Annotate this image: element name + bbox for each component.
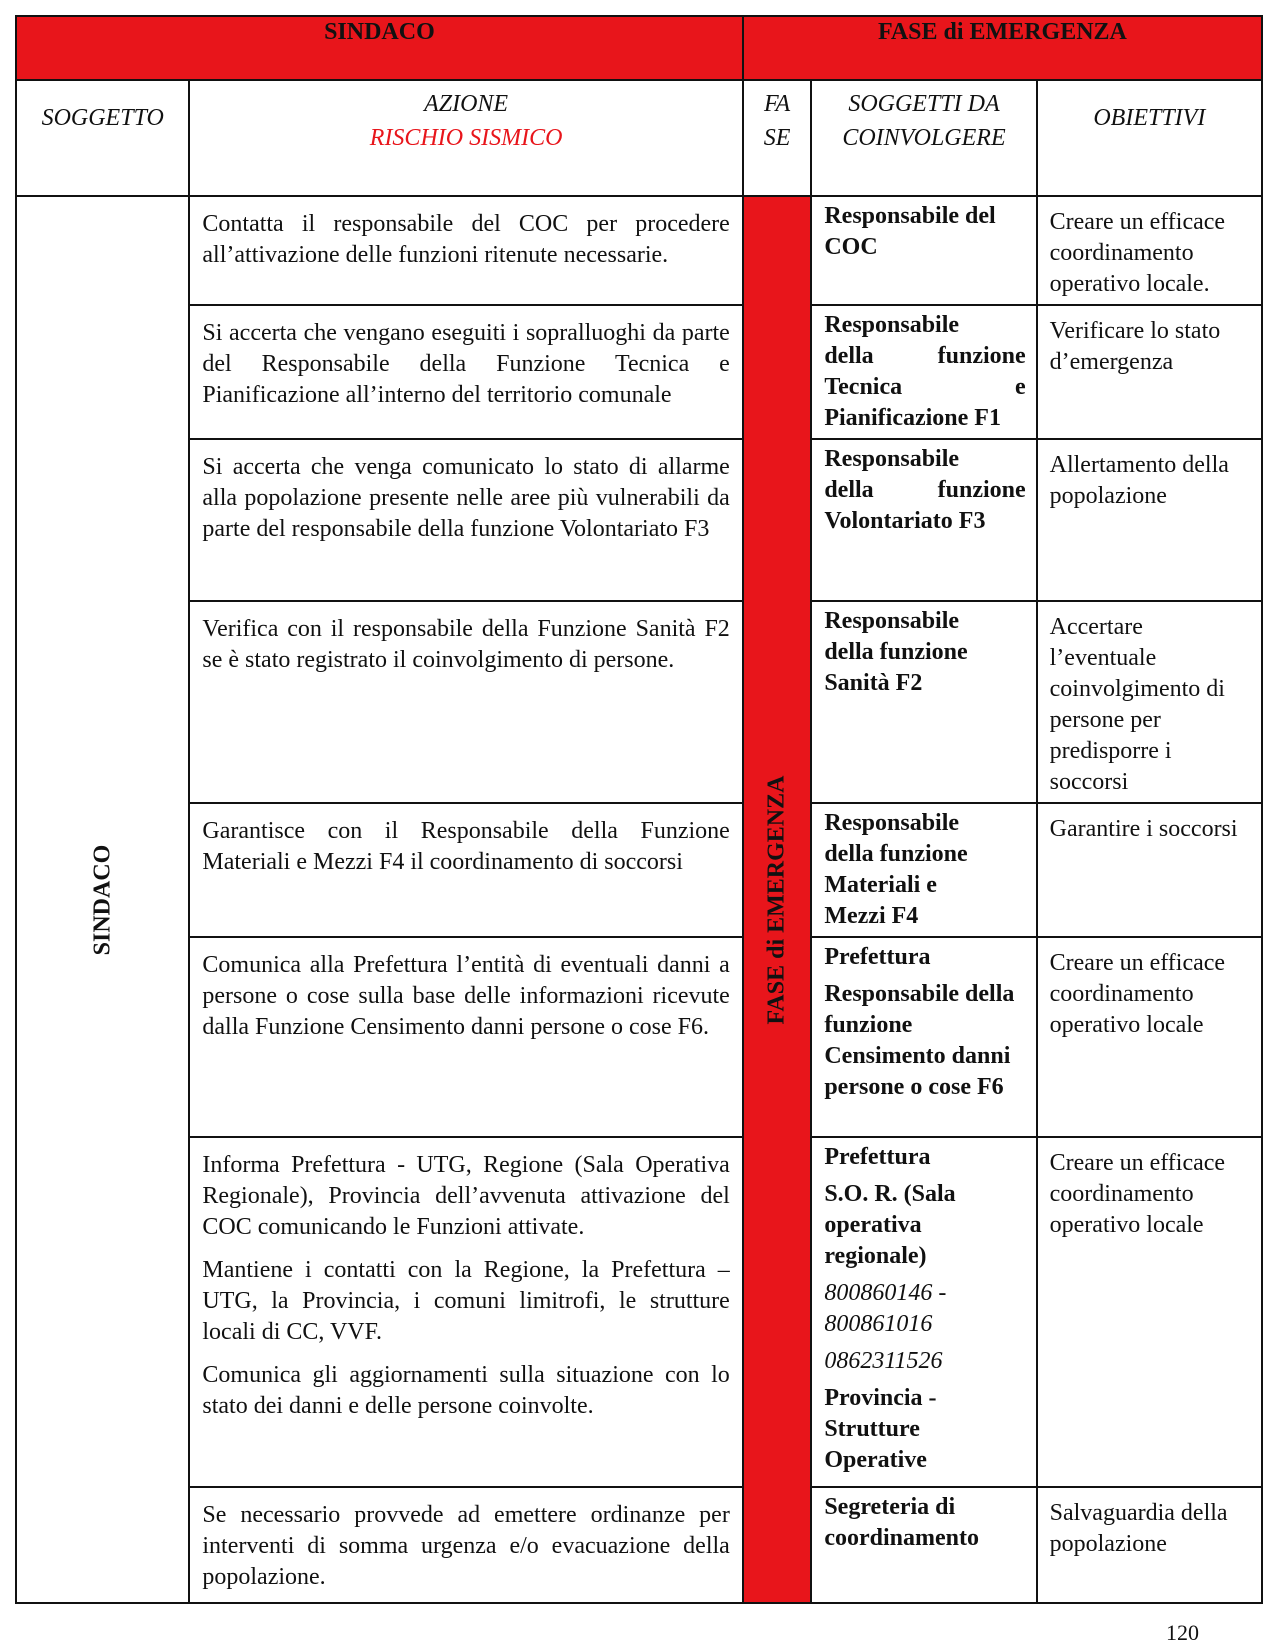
header-soggetto	[16, 80, 189, 196]
soggetti-cell	[811, 439, 1036, 601]
header-fase-line2: SE	[763, 125, 791, 151]
table-row	[16, 937, 1262, 1137]
soggetti-line: Responsabile	[824, 446, 960, 472]
azione-cell	[189, 439, 742, 601]
header-soggetti-line2: COINVOLGERE	[842, 125, 1006, 151]
soggetti-line: Segreteria di	[824, 1494, 956, 1520]
document-page	[15, 15, 1263, 1604]
table-row	[16, 1487, 1262, 1603]
soggetti-line: Responsabile del	[824, 203, 996, 229]
soggetti-prefettura: Prefettura	[824, 944, 931, 970]
azione-text: Contatta il responsabile del COC per procedere all’attivazione delle funzioni ritenute necessarie.	[202, 211, 730, 268]
soggetti-line: della funzione	[824, 343, 1026, 369]
azione-text: Se necessario provvede ad emettere ordinanze per interventi di somma urgenza e/o evacuazione della popolazione.	[202, 1502, 730, 1590]
table-row	[16, 1137, 1262, 1487]
header-soggetti	[811, 80, 1036, 196]
soggetti-line: Responsabile	[824, 312, 960, 338]
fase-vertical-label: FASE di EMERGENZA	[763, 775, 790, 1024]
soggetti-line: COC	[824, 234, 878, 260]
banner-fase-emergenza: FASE di EMERGENZA	[743, 16, 1262, 80]
azione-cell	[189, 1487, 742, 1603]
obiettivi-cell: Garantire i soccorsi	[1037, 803, 1262, 937]
azione-cell	[189, 196, 742, 305]
header-fase	[743, 80, 812, 196]
azione-cell	[189, 803, 742, 937]
page-number: 120	[1166, 1620, 1199, 1645]
table-row	[16, 305, 1262, 439]
header-obiettivi-label: OBIETTIVI	[1093, 105, 1206, 131]
soggetti-cell	[811, 937, 1036, 1137]
soggetto-vertical-label: SINDACO	[89, 844, 116, 955]
soggetti-line: Pianificazione F1	[824, 405, 1001, 431]
obiettivi-cell: Accertare l’eventuale coinvolgimento di persone per predisporre i soccorsi	[1037, 601, 1262, 803]
soggetti-line: Responsabile	[824, 810, 960, 836]
soggetti-line: Tecnica e	[824, 374, 1026, 400]
obiettivi-cell: Verificare lo stato d’emergenza	[1037, 305, 1262, 439]
banner-row	[16, 16, 1262, 80]
header-soggetto-label: SOGGETTO	[41, 105, 164, 131]
header-soggetti-line1: SOGGETTI DA	[848, 91, 1000, 117]
soggetti-cell	[811, 601, 1036, 803]
azione-text: Garantisce con il Responsabile della Funzione Materiali e Mezzi F4 il coordinamento di soccorsi	[202, 818, 730, 875]
soggetti-cell	[811, 305, 1036, 439]
azione-text: Si accerta che venga comunicato lo stato di allarme alla popolazione presente nelle aree più vulnerabili da parte del responsabile della funzione Volontariato F3	[202, 454, 730, 542]
soggetti-line: della funzione	[824, 841, 968, 867]
header-rischio-sismico: RISCHIO SISMICO	[369, 125, 563, 151]
header-row	[16, 80, 1262, 196]
soggetti-line: Sanità F2	[824, 670, 923, 696]
soggetti-phone-numbers: 800860146 - 800861016	[824, 1280, 947, 1337]
obiettivi-cell: Creare un efficace coordinamento operativo locale.	[1037, 196, 1262, 305]
soggetti-provincia: Provincia - Strutture Operative	[824, 1385, 937, 1473]
azione-text: Comunica gli aggiornamenti sulla situazione con lo stato dei danni e delle persone coinvolte.	[202, 1362, 730, 1419]
soggetti-line: della funzione	[824, 477, 1026, 503]
soggetti-cell	[811, 803, 1036, 937]
soggetti-line: Mezzi F4	[824, 903, 919, 929]
table-row	[16, 803, 1262, 937]
banner-sindaco: SINDACO	[16, 16, 743, 80]
soggetto-cell	[16, 196, 189, 1603]
obiettivi-cell: Creare un efficace coordinamento operativo locale	[1037, 1137, 1262, 1487]
azione-text: Comunica alla Prefettura l’entità di eventuali danni a persone o cose sulla base delle informazioni ricevute dalla Funzione Censimento danni persone o cose F6.	[202, 952, 730, 1040]
soggetti-sor: S.O. R. (Sala operativa regionale)	[824, 1181, 956, 1269]
header-fase-line1: FA	[763, 91, 791, 117]
soggetti-phone-number: 0862311526	[824, 1348, 943, 1374]
fase-cell	[743, 196, 812, 1603]
table-row	[16, 601, 1262, 803]
azione-text: Si accerta che vengano eseguiti i sopralluoghi da parte del Responsabile della Funzione Tecnica e Pianificazione all’interno del territorio comunale	[202, 320, 730, 408]
soggetti-line: coordinamento	[824, 1525, 979, 1551]
obiettivi-cell: Creare un efficace coordinamento operativo locale	[1037, 937, 1262, 1137]
soggetti-cell	[811, 1487, 1036, 1603]
azione-text: Informa Prefettura - UTG, Regione (Sala Operativa Regionale), Provincia dell’avvenuta attivazione del COC comunicando le Funzioni attivate.	[202, 1152, 730, 1240]
table-row	[16, 196, 1262, 305]
soggetti-line: della funzione	[824, 639, 968, 665]
table-row	[16, 439, 1262, 601]
azione-cell	[189, 1137, 742, 1487]
obiettivi-cell: Salvaguardia della popolazione	[1037, 1487, 1262, 1603]
soggetti-responsabile: Responsabile della funzione Censimento danni persone o cose F6	[824, 981, 1015, 1100]
soggetti-line: Materiali e	[824, 872, 937, 898]
azione-cell	[189, 937, 742, 1137]
soggetti-line: Volontariato F3	[824, 508, 986, 534]
header-obiettivi	[1037, 80, 1262, 196]
azione-cell	[189, 305, 742, 439]
obiettivi-cell: Allertamento della popolazione	[1037, 439, 1262, 601]
soggetti-prefettura: Prefettura	[824, 1144, 931, 1170]
soggetti-cell	[811, 1137, 1036, 1487]
header-azione-label: AZIONE	[424, 91, 509, 117]
header-azione	[189, 80, 742, 196]
soggetti-line: Responsabile	[824, 608, 960, 634]
emergency-procedure-table	[15, 15, 1263, 1604]
soggetti-cell	[811, 196, 1036, 305]
azione-cell	[189, 601, 742, 803]
azione-text: Mantiene i contatti con la Regione, la Prefettura – UTG, la Provincia, i comuni limitrofi, le strutture locali di CC, VVF.	[202, 1257, 730, 1345]
azione-text: Verifica con il responsabile della Funzione Sanità F2 se è stato registrato il coinvolgimento di persone.	[202, 616, 730, 673]
